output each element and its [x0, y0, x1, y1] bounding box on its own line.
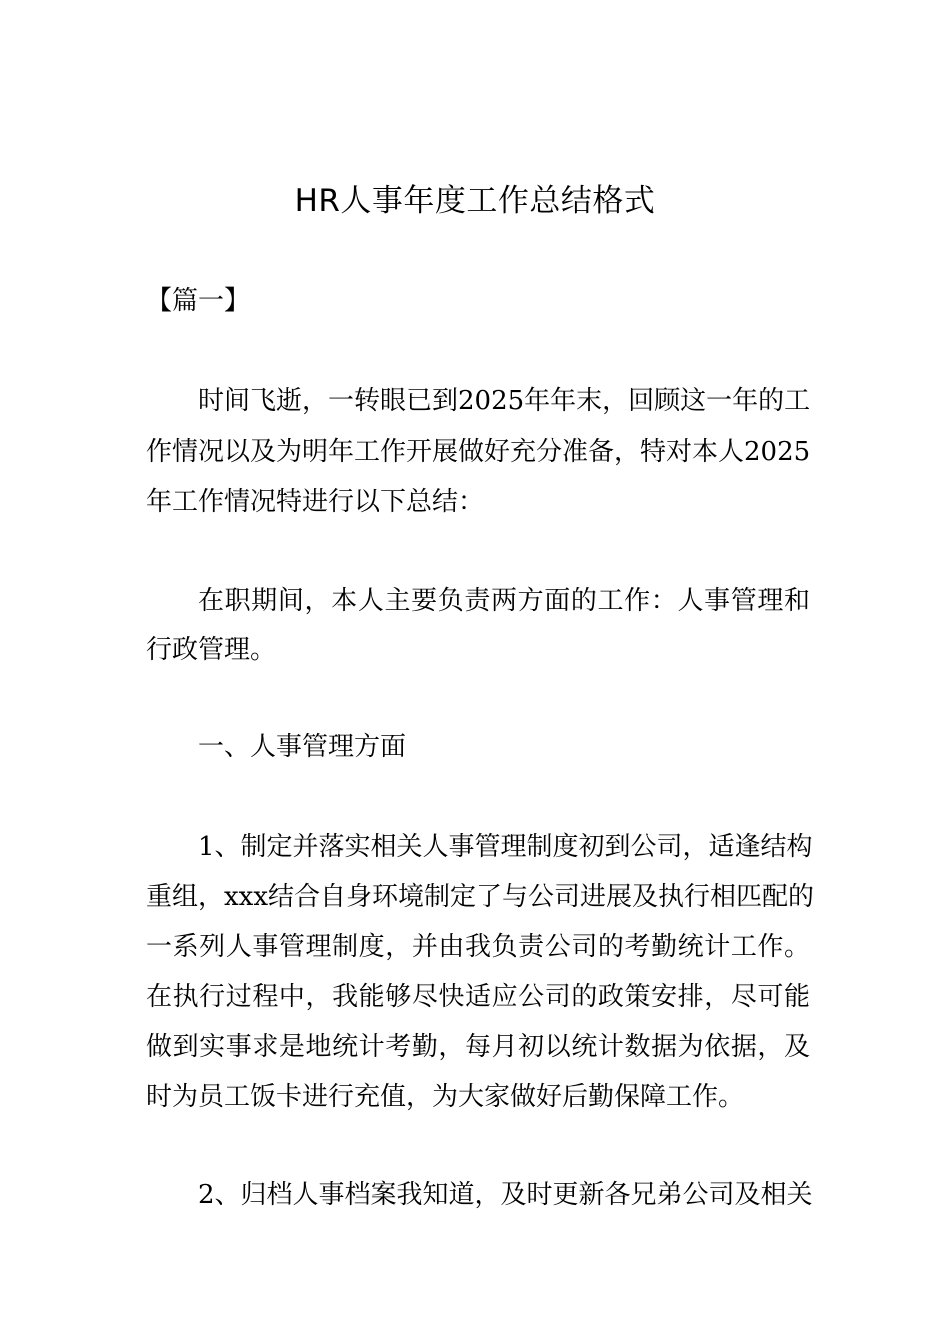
- paragraph-4-line-1: 2、归档人事档案我知道，及时更新各兄弟公司及相关: [198, 1180, 813, 1210]
- paragraph-3-line-2: 重组，xxx结合自身环境制定了与公司进展及执行相匹配的: [146, 882, 814, 912]
- paragraph-3-line-4: 在执行过程中，我能够尽快适应公司的政策安排，尽可能: [146, 982, 810, 1012]
- paragraph-3-line-5: 做到实事求是地统计考勤，每月初以统计数据为依据，及: [146, 1032, 810, 1062]
- paragraph-1-line-2: 作情况以及为明年工作开展做好充分准备，特对本人2025: [146, 437, 811, 467]
- section-heading-personnel: 一、人事管理方面: [198, 732, 407, 762]
- paragraph-3-line-1: 1、制定并落实相关人事管理制度初到公司，适逢结构: [198, 832, 813, 862]
- paragraph-3-line-3: 一系列人事管理制度，并由我负责公司的考勤统计工作。: [146, 932, 810, 962]
- section-label: 【篇一】: [146, 286, 251, 316]
- paragraph-2-line-2: 行政管理。: [146, 635, 277, 665]
- document-title: HR人事年度工作总结格式: [294, 183, 656, 219]
- paragraph-1-line-1: 时间飞逝，一转眼已到2025年年末，回顾这一年的工: [198, 386, 811, 416]
- paragraph-1-line-3: 年工作情况特进行以下总结：: [146, 487, 485, 517]
- paragraph-3-line-6: 时为员工饭卡进行充值，为大家做好后勤保障工作。: [146, 1082, 745, 1112]
- paragraph-2-line-1: 在职期间，本人主要负责两方面的工作：人事管理和: [198, 586, 810, 616]
